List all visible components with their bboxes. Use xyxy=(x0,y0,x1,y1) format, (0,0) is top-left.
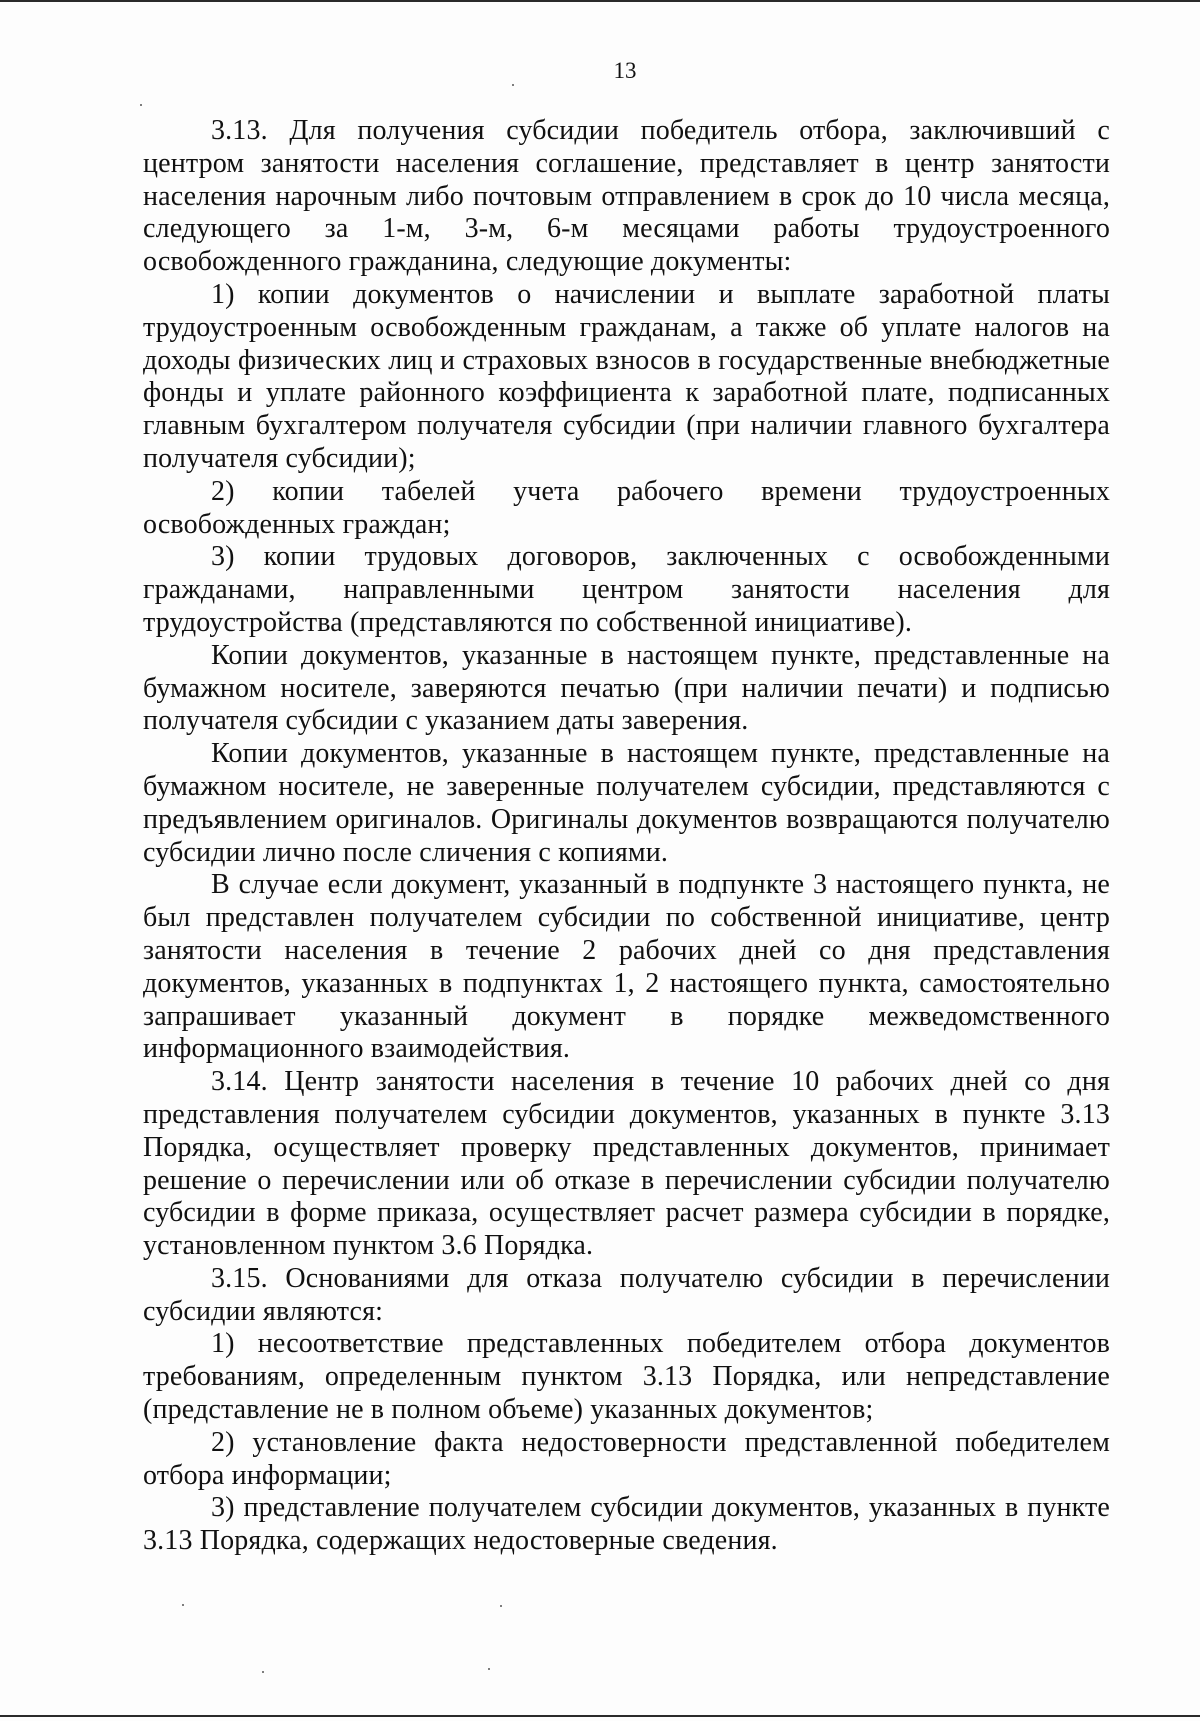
paragraph-3-15: 3.15. Основаниями для отказа получателю субсидии в перечислении субсидии являются: xyxy=(143,1262,1110,1327)
page-number: 13 xyxy=(613,58,637,83)
scan-speck xyxy=(500,1605,502,1607)
document-body xyxy=(143,115,1110,1558)
scan-edge-bottom xyxy=(0,1715,1200,1717)
scan-speck xyxy=(182,1604,184,1606)
scan-speck xyxy=(512,84,514,86)
paragraph-interagency-request: В случае если документ, указанный в подпункте 3 настоящего пункта, не был представлен получателем субсидии по собственной инициативе, центр занятости населения в течение 2 рабочих дней со дня представления документов, указанных в подпунктах 1, 2 настоящего пункта, самостоятельно запрашивает указанный документ в порядке межведомственного информационного взаимодействия. xyxy=(143,869,1110,1065)
scan-speck xyxy=(488,1668,490,1670)
scan-speck xyxy=(140,104,142,106)
paragraph-3-13: 3.13. Для получения субсидии победитель отбора, заключивший с центром занятости населения соглашение, представляет в центр занятости населения нарочным либо почтовым отправлением в срок до 10 числа месяца, следующего за 1-м, 3-м, 6-м месяцами работы трудоустроенного освобожденного гражданина, следующие документы: xyxy=(143,115,1110,278)
paragraph-3-13-item-2: 2) копии табелей учета рабочего времени трудоустроенных освобожденных граждан; xyxy=(143,475,1110,540)
paragraph-3-14: 3.14. Центр занятости населения в течение 10 рабочих дней со дня представления получателем субсидии документов, указанных в пункте 3.13 Порядка, осуществляет проверку представленных документов, принимает решение о перечислении или об отказе в перечислении субсидии получателю субсидии в форме приказа, осуществляет расчет размера субсидии в порядке, установленном пунктом 3.6 Порядка. xyxy=(143,1066,1110,1262)
paragraph-3-15-item-3: 3) представление получателем субсидии документов, указанных в пункте 3.13 Порядка, содержащих недостоверные сведения. xyxy=(143,1492,1110,1557)
paragraph-3-13-item-3: 3) копии трудовых договоров, заключенных с освобожденными гражданами, направленными центром занятости населения для трудоустройства (представляются по собственной инициативе). xyxy=(143,541,1110,638)
paragraph-3-13-item-1: 1) копии документов о начислении и выплате заработной платы трудоустроенным освобожденным гражданам, а также об уплате налогов на доходы физических лиц и страховых взносов в государственные внебюджетные фонды и уплате районного коэффициента к заработной плате, подписанных главным бухгалтером получателя субсидии (при наличии главного бухгалтера получателя субсидии); xyxy=(143,278,1110,474)
paragraph-copies-certification: Копии документов, указанные в настоящем пункте, представленные на бумажном носителе, заверяются печатью (при наличии печати) и подписью получателя субсидии с указанием даты заверения. xyxy=(143,639,1110,737)
paragraph-3-15-item-1: 1) несоответствие представленных победителем отбора документов требованиям, определенным пунктом 3.13 Порядка, или непредставление (представление не в полном объеме) указанных документов; xyxy=(143,1328,1110,1426)
paragraph-3-15-item-2: 2) установление факта недостоверности представленной победителем отбора информации; xyxy=(143,1426,1110,1491)
paragraph-copies-originals: Копии документов, указанные в настоящем пункте, представленные на бумажном носителе, не заверенные получателем субсидии, представляются с предъявлением оригиналов. Оригиналы документов возвращаются получателю субсидии лично после сличения с копиями. xyxy=(143,738,1110,868)
scan-edge-top xyxy=(0,0,1200,2)
scan-speck xyxy=(262,1671,264,1673)
